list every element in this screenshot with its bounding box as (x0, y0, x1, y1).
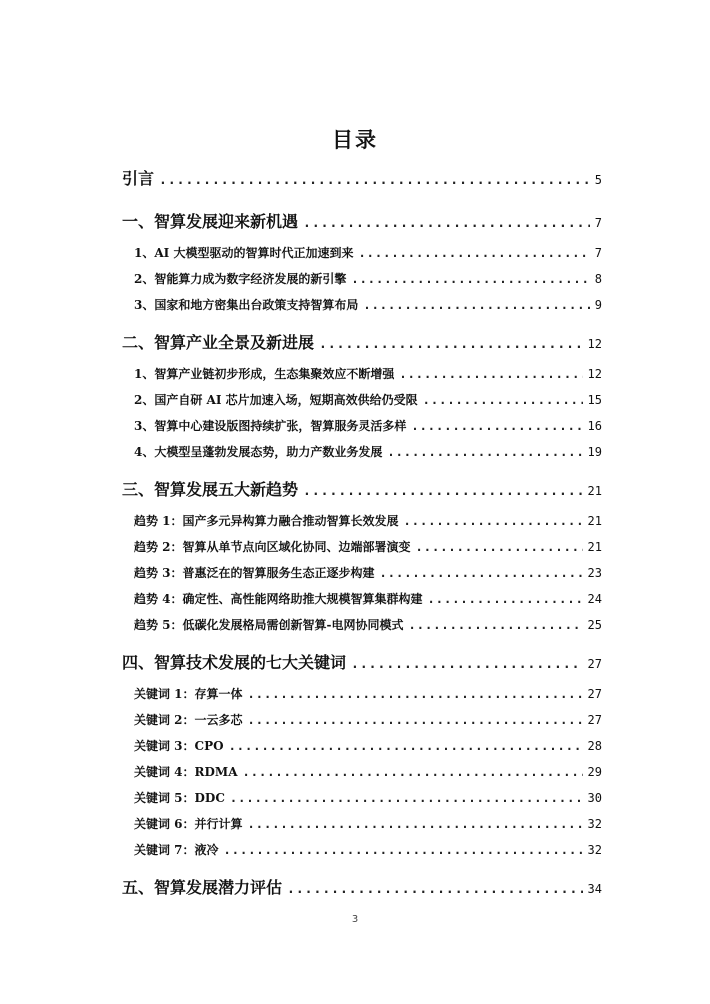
toc-subentry[interactable] (134, 417, 602, 434)
toc-entry-page: 24 (587, 592, 602, 606)
toc-subentry[interactable] (134, 616, 602, 633)
dot-leader (411, 419, 582, 433)
toc-subentry[interactable] (134, 564, 602, 581)
toc-entry-label: 趋势 1：国产多元异构算力融合推动智算长效发展 (134, 514, 399, 528)
toc-entry-label: 3、智算中心建设版图持续扩张，智算服务灵活多样 (134, 419, 407, 433)
dot-leader (319, 337, 583, 352)
toc-entry-page: 32 (587, 817, 602, 831)
toc-entry-label: 1、AI 大模型驱动的智算时代正加速到来 (134, 246, 354, 260)
toc-subentry[interactable] (134, 270, 602, 287)
toc-entry-page: 29 (587, 765, 602, 779)
dot-leader (428, 592, 583, 606)
toc-entry-label: 趋势 5：低碳化发展格局需创新智算-电网协同模式 (134, 618, 404, 632)
dot-leader (248, 713, 583, 727)
dot-leader (243, 765, 583, 779)
toc-entry-label: 关键词 1：存算一体 (134, 687, 243, 701)
toc-entry-label: 关键词 6：并行计算 (134, 817, 243, 831)
toc-entry-label: 3、国家和地方密集出台政策支持智算布局 (134, 298, 359, 312)
toc-subentry[interactable] (134, 763, 602, 780)
toc-subentry[interactable] (134, 296, 602, 313)
toc-entry-page: 27 (587, 657, 602, 671)
toc-subentry[interactable] (134, 711, 602, 728)
toc-section-4[interactable] (122, 650, 602, 673)
toc-entry-label: 1、智算产业链初步形成，生态集聚效应不断增强 (134, 367, 395, 381)
dot-leader (224, 843, 583, 857)
toc-subentry[interactable] (134, 443, 602, 460)
toc-entry-label: 4、大模型呈蓬勃发展态势，助力产数业务发展 (134, 445, 383, 459)
toc-entry-label: 趋势 4：确定性、高性能网络助推大规模智算集群构建 (134, 592, 423, 606)
toc-entry-page: 5 (594, 173, 602, 187)
toc-entry-label: 关键词 5：DDC (134, 791, 225, 805)
dot-leader (363, 298, 589, 312)
dot-leader (159, 173, 590, 188)
dot-leader (351, 657, 583, 672)
toc-entry-page: 30 (587, 791, 602, 805)
toc-entry-label: 引言 (122, 169, 155, 188)
dot-leader (409, 618, 583, 632)
toc-entry-page: 27 (587, 687, 602, 701)
toc-entry-page: 7 (594, 216, 602, 230)
toc-entry-page: 32 (587, 843, 602, 857)
toc-subentry[interactable] (134, 789, 602, 806)
dot-leader (404, 514, 583, 528)
toc-section-1[interactable] (122, 209, 602, 232)
dot-leader (287, 882, 583, 897)
toc-entry-label: 关键词 2：一云多芯 (134, 713, 243, 727)
toc-subentry[interactable] (134, 590, 602, 607)
toc-subentry[interactable] (134, 815, 602, 832)
toc-section-3[interactable] (122, 477, 602, 500)
toc-subentry[interactable] (134, 841, 602, 858)
toc-entry-page: 15 (587, 393, 602, 407)
dot-leader (303, 216, 590, 231)
dot-leader (423, 393, 583, 407)
dot-leader (229, 739, 583, 753)
dot-leader (399, 367, 582, 381)
toc-entry-label: 三、智算发展五大新趋势 (122, 480, 299, 499)
dot-leader (387, 445, 582, 459)
toc-subentry[interactable] (134, 512, 602, 529)
toc-entry-label: 四、智算技术发展的七大关键词 (122, 653, 347, 672)
toc-subentry[interactable] (134, 737, 602, 754)
toc-subentry[interactable] (134, 391, 602, 408)
toc-entry-label: 二、智算产业全景及新进展 (122, 333, 315, 352)
toc-subentry[interactable] (134, 365, 602, 382)
toc-section-2[interactable] (122, 330, 602, 353)
dot-leader (230, 791, 583, 805)
toc-section-5[interactable] (122, 875, 602, 898)
toc-title: 目录 (332, 127, 378, 152)
dot-leader (416, 540, 583, 554)
page-number: 3 (351, 914, 359, 925)
toc-entry-page: 21 (587, 484, 602, 498)
toc-entry-label: 关键词 3：CPO (134, 739, 224, 753)
toc-entry-page: 12 (587, 367, 602, 381)
toc-entry-label: 关键词 4：RDMA (134, 765, 238, 779)
dot-leader (248, 817, 583, 831)
toc-entry-page: 19 (587, 445, 602, 459)
toc-entry-page: 8 (594, 272, 602, 286)
dot-leader (351, 272, 589, 286)
toc-entry-page: 9 (594, 298, 602, 312)
toc-entry-label: 2、智能算力成为数字经济发展的新引擎 (134, 272, 347, 286)
toc-entry-label: 一、智算发展迎来新机遇 (122, 212, 299, 231)
toc-entry-label: 2、国产自研 AI 芯片加速入场，短期高效供给仍受限 (134, 393, 418, 407)
toc-entry-page: 34 (587, 882, 602, 896)
toc-subentry[interactable] (134, 244, 602, 261)
toc-entry-page: 21 (587, 540, 602, 554)
toc-entry-page: 21 (587, 514, 602, 528)
toc-entry-page: 23 (587, 566, 602, 580)
toc-entry-intro[interactable] (122, 166, 602, 189)
toc-entry-page: 27 (587, 713, 602, 727)
toc-entry-page: 16 (587, 419, 602, 433)
toc-entry-page: 12 (587, 337, 602, 351)
toc-entry-label: 趋势 2：智算从单节点向区域化协同、边端部署演变 (134, 540, 411, 554)
toc-entry-page: 25 (587, 618, 602, 632)
dot-leader (358, 246, 589, 260)
toc-entry-label: 趋势 3：普惠泛在的智算服务生态正逐步构建 (134, 566, 375, 580)
toc-entry-page: 28 (587, 739, 602, 753)
toc-entry-label: 五、智算发展潜力评估 (122, 878, 283, 897)
toc-subentry[interactable] (134, 538, 602, 555)
toc-entry-label: 关键词 7：液冷 (134, 843, 219, 857)
dot-leader (248, 687, 583, 701)
toc-entry-page: 7 (594, 246, 602, 260)
toc-subentry[interactable] (134, 685, 602, 702)
dot-leader (380, 566, 583, 580)
dot-leader (303, 484, 583, 499)
